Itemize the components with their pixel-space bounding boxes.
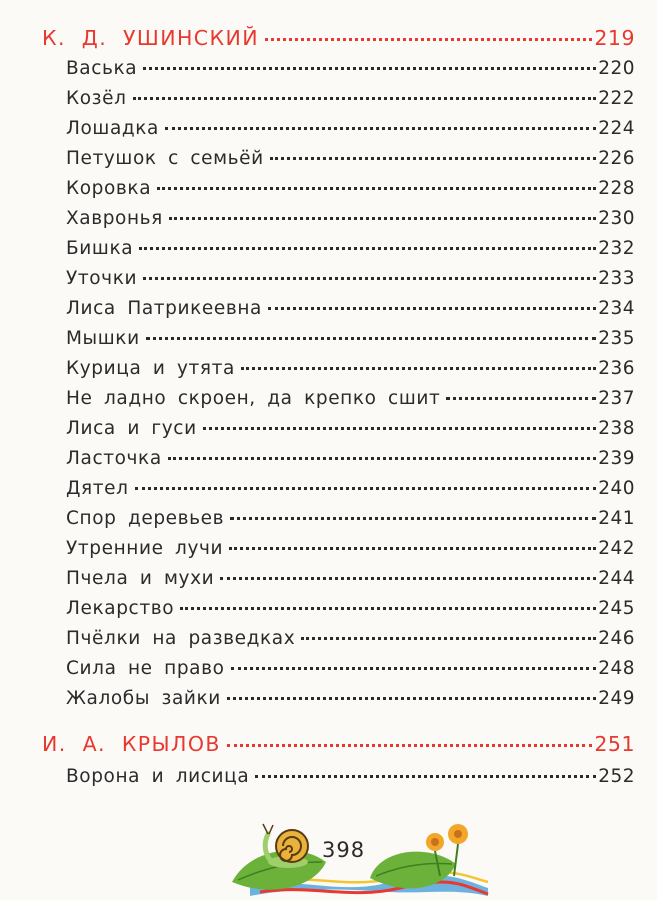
section-author: И. А. КРЫЛОВ — [42, 732, 221, 756]
dot-leader — [301, 637, 596, 640]
entry-title: Петушок с семьёй — [66, 148, 264, 169]
entry-page: 238 — [598, 418, 635, 439]
entry-title: Утренние лучи — [66, 538, 224, 559]
toc-entry[interactable] — [66, 208, 635, 238]
entry-page: 236 — [598, 358, 635, 379]
section-author: К. Д. УШИНСКИЙ — [42, 26, 259, 50]
dot-leader — [139, 247, 596, 250]
entry-page: 224 — [598, 118, 635, 139]
entry-title: Лошадка — [66, 118, 159, 139]
entry-title: Ласточка — [66, 448, 162, 469]
entry-page: 248 — [598, 658, 635, 679]
entry-title: Бишка — [66, 238, 134, 259]
toc-entry[interactable] — [66, 178, 635, 208]
dot-leader — [180, 607, 596, 610]
entry-title: Уточки — [66, 268, 138, 289]
entry-page: 230 — [598, 208, 635, 229]
toc-entry[interactable] — [66, 418, 635, 448]
dot-leader — [220, 577, 596, 580]
dot-leader — [143, 67, 596, 70]
toc-entry[interactable] — [66, 88, 635, 118]
entry-page: 226 — [598, 148, 635, 169]
dot-leader — [265, 38, 592, 41]
entry-title: Мышки — [66, 328, 140, 349]
entry-title: Коровка — [66, 178, 152, 199]
toc-entry[interactable] — [66, 688, 635, 718]
entry-page: 232 — [598, 238, 635, 259]
entry-title: Дятел — [66, 478, 129, 499]
entry-title: Ворона и лисица — [66, 766, 250, 787]
dot-leader — [133, 97, 597, 100]
entry-title: Васька — [66, 58, 138, 79]
toc-entry[interactable] — [66, 598, 635, 628]
entry-page: 240 — [598, 478, 635, 499]
entry-title: Лекарство — [66, 598, 175, 619]
toc-entry[interactable] — [66, 328, 635, 358]
entry-title: Лиса Патрикеевна — [66, 298, 262, 319]
entry-page: 244 — [598, 568, 635, 589]
entry-page: 234 — [598, 298, 635, 319]
section-page: 219 — [594, 26, 635, 50]
toc-entry[interactable] — [66, 238, 635, 268]
toc-section-heading[interactable] — [42, 732, 635, 762]
dot-leader — [168, 457, 596, 460]
toc-entry[interactable] — [66, 58, 635, 88]
dot-leader — [135, 487, 597, 490]
dot-leader — [227, 697, 596, 700]
entry-page: 220 — [598, 58, 635, 79]
dot-leader — [270, 157, 596, 160]
page-number: 398 — [322, 838, 366, 862]
dot-leader — [203, 427, 596, 430]
entry-title: Не ладно скроен, да крепко сшит — [66, 388, 441, 409]
dot-leader — [169, 217, 596, 220]
toc-entry[interactable] — [66, 148, 635, 178]
toc-entry[interactable] — [66, 538, 635, 568]
dot-leader — [146, 337, 596, 340]
entry-title: Жалобы зайки — [66, 688, 221, 709]
toc-entry[interactable] — [66, 388, 635, 418]
toc-entry[interactable] — [66, 628, 635, 658]
toc-entry[interactable] — [66, 358, 635, 388]
entry-title: Лиса и гуси — [66, 418, 197, 439]
entry-page: 245 — [598, 598, 635, 619]
toc-entry[interactable] — [66, 568, 635, 598]
entry-title: Козёл — [66, 88, 127, 109]
toc-entry[interactable] — [66, 478, 635, 508]
entry-title: Курица и утята — [66, 358, 235, 379]
entry-page: 237 — [598, 388, 635, 409]
dot-leader — [446, 397, 596, 400]
entry-page: 252 — [598, 766, 635, 787]
dot-leader — [268, 307, 596, 310]
dot-leader — [165, 127, 596, 130]
dot-leader — [229, 547, 596, 550]
snail-icon — [263, 824, 308, 868]
toc-entry[interactable] — [66, 118, 635, 148]
entry-page: 242 — [598, 538, 635, 559]
entry-page: 228 — [598, 178, 635, 199]
entry-page: 233 — [598, 268, 635, 289]
dot-leader — [241, 367, 596, 370]
dot-leader — [230, 517, 596, 520]
entry-page: 239 — [598, 448, 635, 469]
entry-title: Пчела и мухи — [66, 568, 215, 589]
entry-title: Спор деревьев — [66, 508, 225, 529]
dot-leader — [255, 775, 596, 778]
dot-leader — [227, 744, 593, 747]
section-page: 251 — [594, 732, 635, 756]
toc-entry[interactable] — [66, 448, 635, 478]
entry-page: 241 — [598, 508, 635, 529]
entry-title: Хавронья — [66, 208, 163, 229]
dot-leader — [143, 277, 596, 280]
toc-entry[interactable] — [66, 508, 635, 538]
toc-section-heading[interactable] — [42, 26, 635, 56]
entry-title: Пчёлки на разведках — [66, 628, 296, 649]
toc-entry[interactable] — [66, 268, 635, 298]
dot-leader — [231, 667, 597, 670]
toc-entry[interactable] — [66, 298, 635, 328]
entry-title: Сила не право — [66, 658, 225, 679]
entry-page: 249 — [598, 688, 635, 709]
toc-entry[interactable] — [66, 766, 635, 796]
entry-page: 222 — [598, 88, 635, 109]
entry-page: 246 — [598, 628, 635, 649]
dot-leader — [157, 187, 596, 190]
toc-entry[interactable] — [66, 658, 635, 688]
entry-page: 235 — [598, 328, 635, 349]
